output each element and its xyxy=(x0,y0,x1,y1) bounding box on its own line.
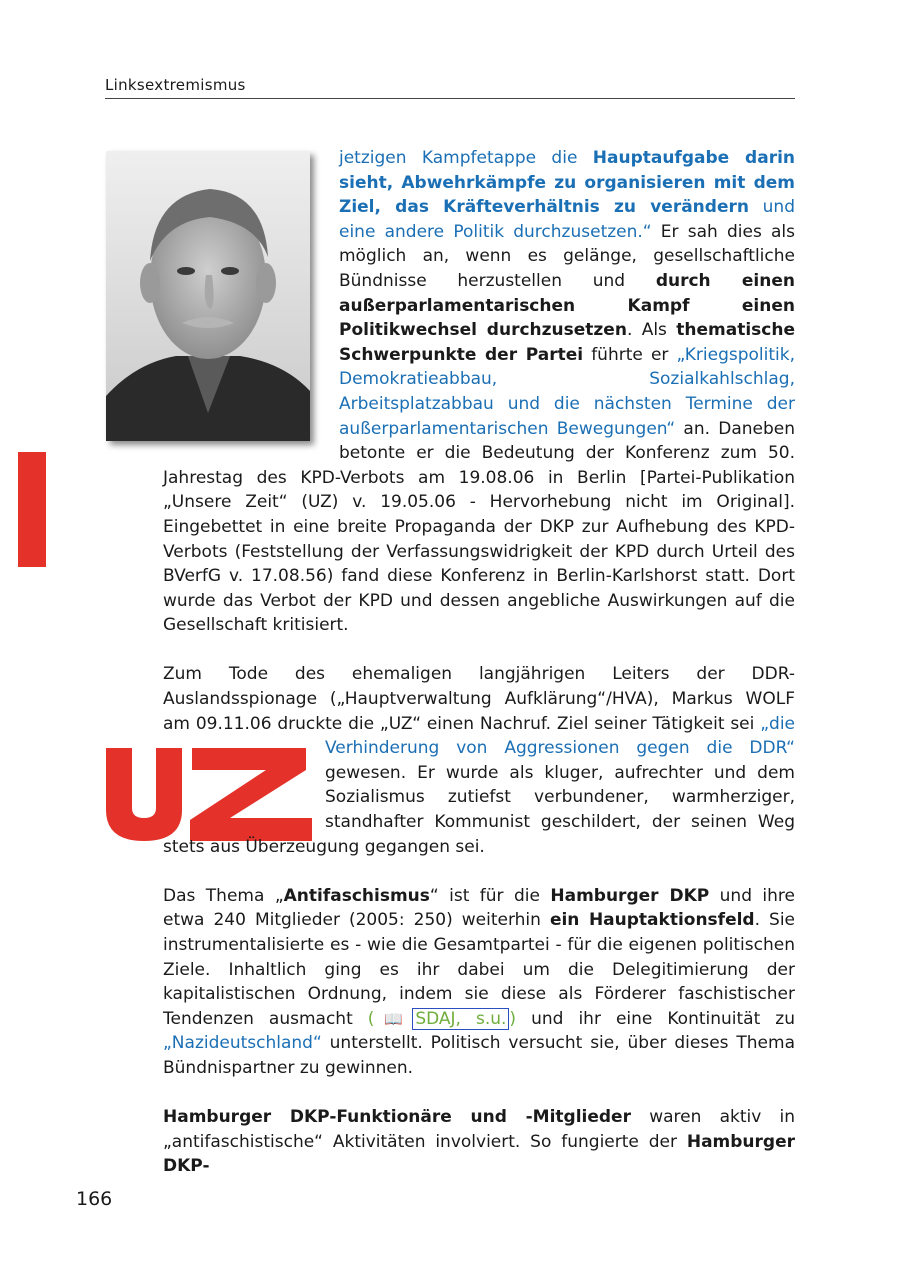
body-text xyxy=(163,146,795,1204)
emphasis-text: durch einen außerparlamentarischen Kampf einen Politikwechsel durchzusetzen xyxy=(339,270,795,341)
paragraph-antifaschismus xyxy=(163,884,795,1081)
page-number: 166 xyxy=(76,1188,113,1210)
body-text-run: und ihr eine Kontinuität zu xyxy=(516,1008,795,1029)
body-text-run: und ihre etwa 240 Mitglieder (2005: 250) weiterhin xyxy=(163,885,795,931)
body-text-run: . Sie instrumentalisierte es - wie die Gesamtpartei - für die eigenen politischen Ziele. Inhaltlich ging es ihr dabei um die Delegitimierung der kapitalistischen Ordnung, indem sie diese als Förderer faschistischer Tendenzen ausmacht xyxy=(163,910,795,1029)
emphasis-text: Antifaschismus xyxy=(283,885,430,906)
emphasis-text: Hamburger DKP-Funktionäre und -Mitglieder xyxy=(163,1107,631,1128)
chapter-marker-bar xyxy=(18,452,46,567)
quote-text: „die Verhinderung von Aggressionen gegen die DDR“ xyxy=(325,713,795,759)
body-text-run: Das Thema „ xyxy=(163,885,284,906)
quote-emphasis: Hauptaufgabe darin sieht, Abwehrkämpfe zu organisieren mit dem Ziel, das Kräfteverhältnis zu verändern xyxy=(339,148,796,218)
body-text-run: an. Daneben betonte er die Bedeutung der Konferenz zum 50. Jahrestag des KPD-Verbots am 19.08.06 in Berlin [Partei-Publikation „Unsere Zeit“ (UZ) v. 19.05.06 - Hervorhebung nicht im Original]. Eingebettet in eine breite Propaganda der DKP zur Aufhebung des KPD-Verbots (Feststellung der Verfassungswidrigkeit der KPD durch Urteil des BVerfG v. 17.08.56) fand diese Konferenz in Berlin-Karlshorst statt. Dort wurde das Verbot der KPD und dessen angebliche Auswirkungen auf die Gesellschaft kritisiert. xyxy=(163,418,796,636)
paragraph-funktionaere xyxy=(163,1105,795,1179)
photo-float-spacer xyxy=(163,146,339,448)
book-icon: 📖 xyxy=(374,1009,413,1028)
emphasis-text: Hamburger DKP xyxy=(550,885,710,906)
emphasis-text: ein Hauptaktionsfeld xyxy=(549,910,755,931)
paragraph-konferenz xyxy=(163,146,795,638)
xref-paren: ) xyxy=(509,1008,517,1029)
body-text-run: “ ist für die xyxy=(429,885,551,906)
quote-text: und eine andere Politik durchzusetzen.“ xyxy=(339,197,795,242)
body-text-run: unterstellt. Politisch versucht sie, über dieses Thema Bündnispartner zu gewinnen. xyxy=(163,1033,795,1078)
logo-float-spacer xyxy=(163,736,325,832)
quote-text: „Kriegspolitik, Demokratieabbau, Sozialkahlschlag, Arbeitsplatzabbau und die nächsten Termine der außerparlamentarischen Bewegungen“ xyxy=(339,344,795,439)
emphasis-text: Hamburger DKP- xyxy=(163,1131,795,1177)
body-text-run: . Als xyxy=(626,320,677,341)
body-text-run: Zum Tode des ehemaligen langjährigen Leiters der DDR-Auslandsspionage („Hauptverwaltung Aufklärung“/HVA), Markus WOLF am 09.11.06 druckte die „UZ“ einen Nachruf. Ziel seiner Tätigkeit sei xyxy=(163,664,795,734)
body-text-run: Er sah dies als möglich an, wenn es gelänge, gesellschaftliche Bündnisse herzustellen und xyxy=(339,221,796,291)
body-text-run: führte er xyxy=(583,344,677,365)
running-title: Linksextremismus xyxy=(105,76,246,94)
cross-reference-link[interactable]: SDAJ, s.u. xyxy=(412,1008,509,1030)
body-text-run: waren aktiv in „antifaschistische“ Aktivitäten involviert. So fungierte der xyxy=(163,1107,796,1152)
quote-text: jetzigen Kampfetappe die xyxy=(339,148,593,168)
quote-text: „Nazideutschland“ xyxy=(163,1033,322,1054)
paragraph-wolf xyxy=(163,662,795,859)
emphasis-text: thematische Schwerpunkte der Partei xyxy=(339,320,796,365)
header-rule xyxy=(105,98,795,99)
body-text-run: gewesen. Er wurde als kluger, aufrechter und dem Sozialismus zutiefst verbundener, warmherziger, standhafter Kommunist geschildert, der seinen Weg stets aus Überzeugung gegangen sei. xyxy=(163,762,795,857)
xref-paren: ( xyxy=(367,1008,375,1029)
